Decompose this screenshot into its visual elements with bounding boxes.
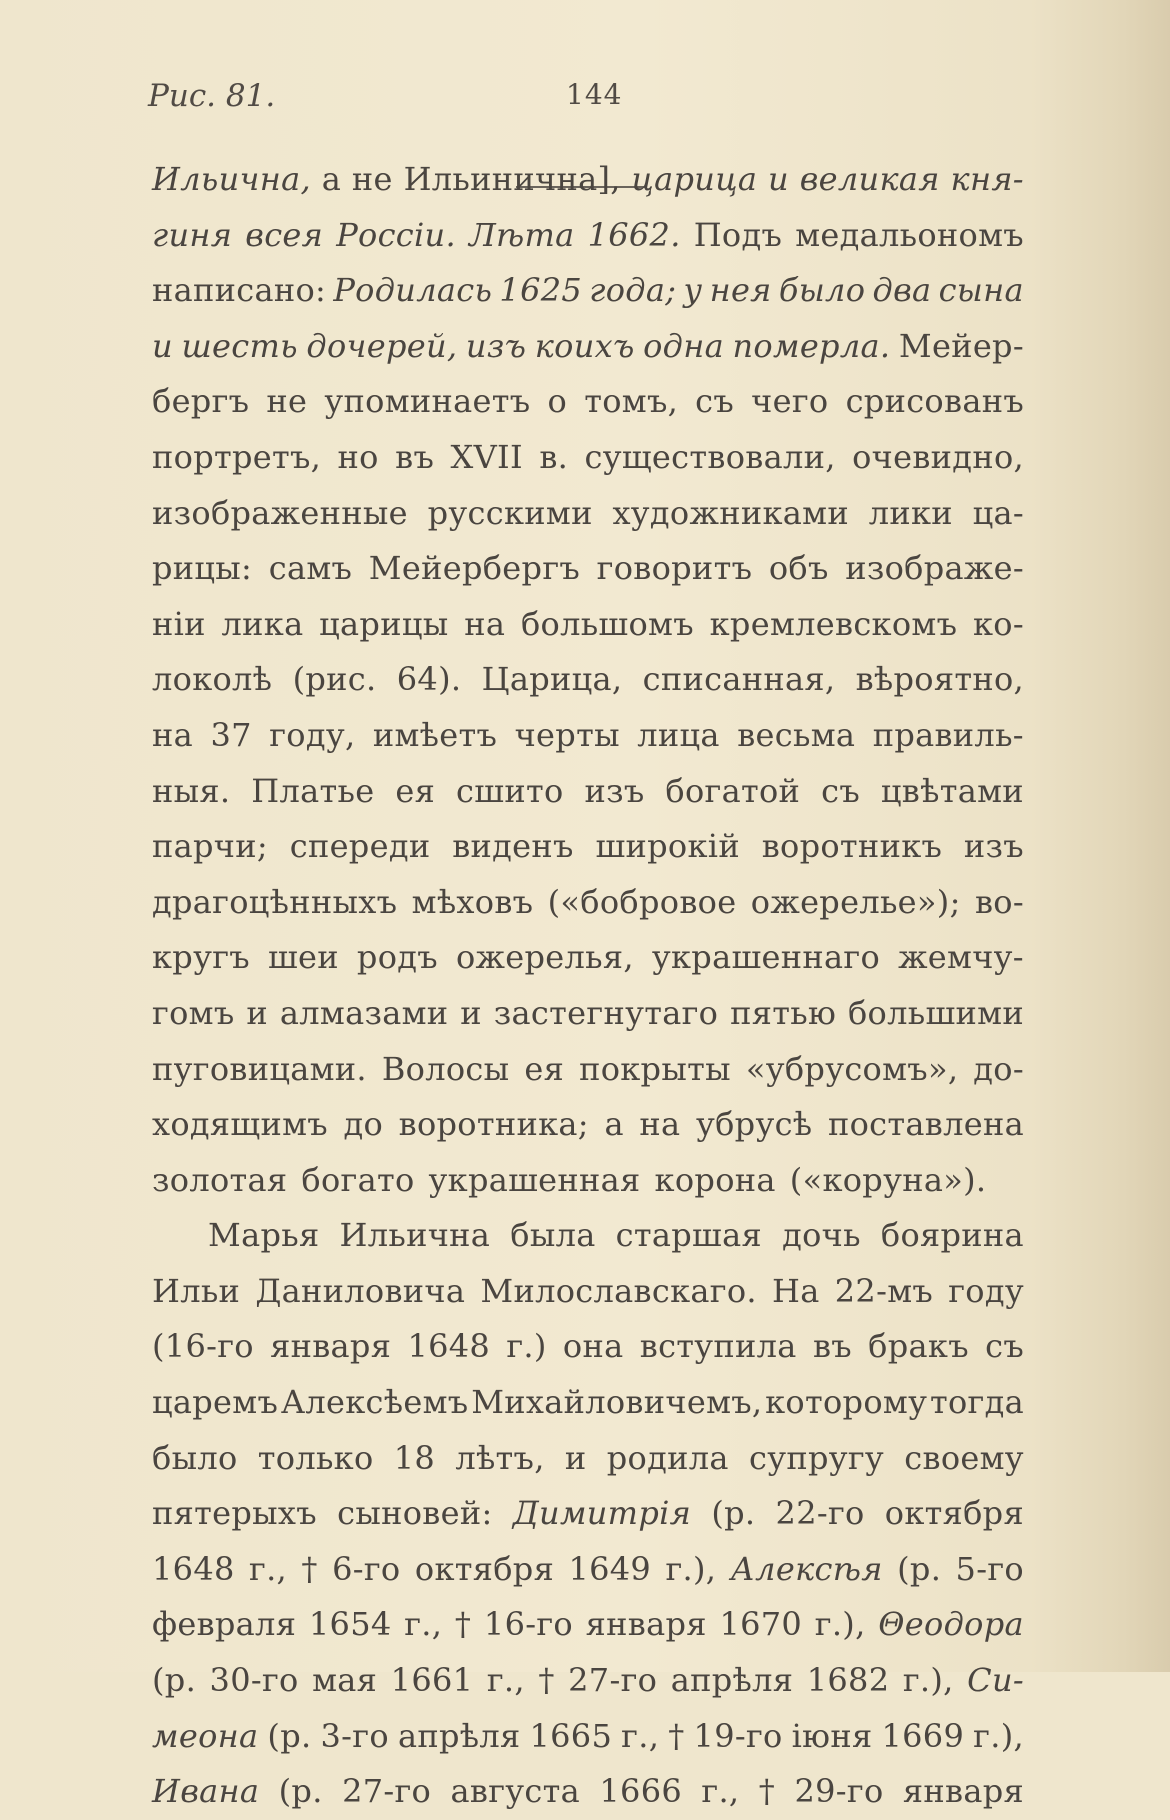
word: году [948, 1271, 1024, 1310]
word: украшеннаго [651, 938, 881, 977]
word: богато [301, 1160, 415, 1199]
word: медальономъ [795, 215, 1024, 254]
word: и [564, 1438, 587, 1477]
word: была [510, 1216, 596, 1255]
word: воротника; [398, 1105, 589, 1144]
body-text [152, 152, 1024, 1820]
word: изображенные [152, 493, 408, 532]
word: кремлевскомъ [709, 604, 958, 643]
word: весьма [737, 715, 856, 754]
word: 1662. [587, 215, 681, 254]
word: Си- [967, 1661, 1024, 1700]
text-line [152, 486, 1024, 542]
text-line [152, 430, 1024, 486]
word: 18 [393, 1438, 436, 1477]
word: января [902, 1772, 1024, 1811]
word: (рис. [292, 660, 377, 699]
word: царемъ [152, 1383, 279, 1422]
word: ныя. [152, 771, 231, 810]
word: убрусѣ [695, 1105, 813, 1144]
word: о [547, 382, 568, 421]
word: шеи [267, 938, 339, 977]
word: вступила [639, 1327, 797, 1366]
page-header [148, 78, 1028, 114]
text-line [152, 1709, 1024, 1765]
word: мая [312, 1661, 378, 1700]
word: ея [395, 771, 436, 810]
word: г., [249, 1549, 288, 1588]
word: и [768, 160, 789, 198]
paragraph [152, 1208, 1024, 1820]
word: срисованъ [845, 382, 1024, 421]
word: 5-го [955, 1549, 1024, 1588]
word: но [337, 437, 379, 476]
word: ца- [972, 493, 1024, 532]
text-line [152, 1431, 1024, 1487]
word: чего [751, 382, 829, 421]
word: 1648 [152, 1549, 235, 1588]
word: написано: [152, 271, 327, 310]
word: гомъ [152, 993, 235, 1032]
word: съ [821, 771, 860, 810]
word: 64). [396, 660, 462, 699]
word: ожерелье»); [750, 882, 961, 921]
word: въ [395, 437, 435, 476]
word: (р. [897, 1549, 942, 1588]
word: ходящимъ [152, 1105, 328, 1144]
word: до [343, 1105, 384, 1144]
word: пятью [730, 993, 837, 1032]
word: бракъ [868, 1327, 969, 1366]
word: на [152, 715, 194, 754]
word: г.), [665, 1549, 717, 1588]
word: † [668, 1716, 685, 1755]
word: она [562, 1327, 624, 1366]
text-line [152, 764, 1024, 820]
word: октября [884, 1494, 1024, 1533]
word: покрыты [579, 1049, 731, 1088]
word: которому [765, 1383, 928, 1422]
word: 30-го [209, 1661, 299, 1700]
word: мѣховъ [411, 882, 534, 921]
word: не [351, 160, 393, 198]
word: іюня [791, 1716, 873, 1755]
word: пуговицами. [152, 1049, 367, 1088]
text-line [152, 1208, 1024, 1264]
word: Мейер- [898, 326, 1024, 365]
word: только [257, 1438, 374, 1477]
word: и [152, 326, 173, 365]
word: 1669 [881, 1716, 965, 1755]
word: всея [245, 215, 324, 254]
text-line [152, 1097, 1024, 1153]
word: изображе- [845, 549, 1024, 588]
text-line [152, 597, 1024, 653]
word: Даниловича [255, 1271, 466, 1310]
text-line [152, 819, 1024, 875]
word: † [301, 1549, 318, 1588]
word: апрѣля [670, 1661, 794, 1700]
word: 1665 [529, 1716, 613, 1755]
word: очевидно, [852, 437, 1024, 476]
word: правиль- [872, 715, 1024, 754]
word: Мейербергъ [368, 549, 581, 588]
word: изъ [584, 771, 645, 810]
word: (р. [152, 1661, 197, 1700]
word: цвѣтами [880, 771, 1024, 810]
word: кругъ [152, 938, 250, 977]
text-line [152, 1542, 1024, 1598]
word: царицы [319, 604, 449, 643]
word: дочь [782, 1216, 861, 1255]
word: было [778, 271, 866, 310]
text-line [152, 1764, 1024, 1820]
word: говоритъ [596, 549, 753, 588]
word: Марья [208, 1216, 320, 1255]
word: не [266, 382, 308, 421]
word: г., [621, 1716, 660, 1755]
word: 1649 [568, 1549, 652, 1588]
word: (р. [711, 1494, 756, 1533]
word: Подъ [693, 215, 783, 254]
word: октября [414, 1549, 555, 1588]
text-line [152, 541, 1024, 597]
word: (р. [267, 1716, 312, 1755]
word: дочерей, [306, 326, 458, 365]
word: на [639, 1105, 681, 1144]
word: «убрусомъ», [745, 1049, 959, 1088]
word: воротникъ [761, 827, 943, 866]
word: спереди [289, 827, 431, 866]
word: бергъ [152, 382, 250, 421]
word: съ [985, 1327, 1024, 1366]
word: 1670 [719, 1605, 803, 1644]
word: изъ [963, 827, 1024, 866]
word: меона [152, 1716, 259, 1755]
word: поставлена [827, 1105, 1024, 1144]
word: имѣетъ [372, 715, 498, 754]
word: застегнутаго [493, 993, 719, 1032]
text-line [152, 1264, 1024, 1320]
word: августа [450, 1772, 580, 1811]
word: на [464, 604, 506, 643]
word: боярина [880, 1216, 1024, 1255]
word: † [538, 1661, 555, 1700]
word: («коруна»). [789, 1160, 987, 1199]
word: гиня [152, 215, 233, 254]
word: году, [269, 715, 356, 754]
word: томъ, [584, 382, 679, 421]
word: г.), [973, 1716, 1024, 1755]
word: украшенная [428, 1160, 641, 1199]
word: лица [637, 715, 720, 754]
word: въ [812, 1327, 852, 1366]
word: съ [695, 382, 735, 421]
word: два [872, 271, 932, 310]
text-line [152, 1319, 1024, 1375]
word: Димитрія [512, 1494, 692, 1533]
word: † [454, 1605, 472, 1644]
word: у [683, 271, 703, 310]
word: Ильи [152, 1271, 241, 1310]
word: 19-го [693, 1716, 783, 1755]
word: 1666 [599, 1772, 683, 1811]
text-line [152, 1042, 1024, 1098]
word: января [585, 1605, 707, 1644]
word: («бобровое [547, 882, 737, 921]
word: объ [768, 549, 829, 588]
word: Θеодора [878, 1605, 1024, 1644]
word: ожерелья, [455, 938, 634, 977]
text-line [152, 208, 1024, 264]
text-line [152, 374, 1024, 430]
text-line [152, 652, 1024, 708]
word: лика [221, 604, 304, 643]
word: 27-го [568, 1661, 658, 1700]
word: во- [974, 882, 1024, 921]
text-line [152, 319, 1024, 375]
word: Царица, [481, 660, 623, 699]
word: 1682 [806, 1661, 890, 1700]
word: 22-мъ [834, 1271, 934, 1310]
word: (16-го [152, 1327, 254, 1366]
text-line [152, 930, 1024, 986]
text-line [152, 1375, 1024, 1431]
word: парчи; [152, 827, 268, 866]
word: Лѣта [468, 215, 575, 254]
word: списанная, [642, 660, 836, 699]
word: февраля [152, 1605, 297, 1644]
word: одна [643, 326, 724, 365]
text-line [152, 1597, 1024, 1653]
word: а [604, 1105, 624, 1144]
word: 37 [210, 715, 252, 754]
word: изъ [465, 326, 527, 365]
word: корона [654, 1160, 776, 1199]
word: г.), [814, 1605, 866, 1644]
word: черты [514, 715, 620, 754]
word: г.) [506, 1327, 547, 1366]
word: самъ [268, 549, 353, 588]
word: нея [709, 271, 772, 310]
word: Родилась [333, 271, 493, 310]
text-line [152, 263, 1024, 319]
text-line [152, 152, 1024, 208]
word: в. [539, 437, 569, 476]
paragraph [152, 152, 1024, 1208]
word: г., [701, 1772, 740, 1811]
word: сшито [456, 771, 564, 810]
word: (р. [278, 1772, 323, 1811]
word: золотая [152, 1160, 288, 1199]
word: ея [524, 1049, 565, 1088]
word: вѣроятно, [855, 660, 1024, 699]
word: Алексѣя [730, 1549, 883, 1588]
page-number: 144 [566, 78, 623, 111]
word: лѣтъ, [455, 1438, 545, 1477]
word: и [460, 993, 482, 1032]
word: Ивана [152, 1772, 260, 1811]
word: Милославскаго. [480, 1271, 757, 1310]
word: широкій [595, 827, 740, 866]
word: своему [904, 1438, 1024, 1477]
word: великая [799, 160, 940, 198]
word: царица [631, 160, 758, 198]
word: XVII [450, 437, 523, 476]
text-line [152, 1486, 1024, 1542]
word: до- [973, 1049, 1024, 1088]
word: русскими [427, 493, 593, 532]
word: померла. [732, 326, 891, 365]
word: пятерыхъ [152, 1494, 317, 1533]
word: Михайловичемъ, [471, 1383, 763, 1422]
word: ко- [972, 604, 1024, 643]
word: а [321, 160, 342, 198]
word: рицы: [152, 549, 253, 588]
word: родила [606, 1438, 729, 1477]
word: 3-го [320, 1716, 389, 1755]
word: г., [486, 1661, 525, 1700]
word: коихъ [534, 326, 635, 365]
word: алмазами [279, 993, 449, 1032]
word: жемчу- [898, 938, 1024, 977]
text-line [152, 875, 1024, 931]
word: † [758, 1772, 776, 1811]
word: 6-го [332, 1549, 401, 1588]
word: 1661 [390, 1661, 474, 1700]
word: сына [938, 271, 1024, 310]
word: виденъ [452, 827, 574, 866]
word: 29-го [794, 1772, 884, 1811]
word: драгоцѣнныхъ [152, 882, 398, 921]
word: большомъ [520, 604, 694, 643]
word: Россіи. [336, 215, 456, 254]
word: Ильична, [152, 160, 311, 198]
word: существовали, [584, 437, 836, 476]
word: упоминаетъ [324, 382, 531, 421]
word: Ильична [339, 1216, 491, 1255]
word: Платье [251, 771, 375, 810]
word: кня- [950, 160, 1024, 198]
word: старшая [615, 1216, 762, 1255]
word: 22-го [775, 1494, 865, 1533]
word: 1625 [499, 271, 583, 310]
word: было [152, 1438, 238, 1477]
word: портретъ, [152, 437, 322, 476]
word: большими [847, 993, 1024, 1032]
word: января [270, 1327, 392, 1366]
word: локолѣ [152, 660, 273, 699]
word: и [246, 993, 268, 1032]
word: богатой [665, 771, 801, 810]
text-line [152, 986, 1024, 1042]
text-line [152, 708, 1024, 764]
word: родъ [356, 938, 438, 977]
word: 16-го [483, 1605, 573, 1644]
word: тогда [929, 1383, 1024, 1422]
word: 1654 [308, 1605, 392, 1644]
word: г.), [902, 1661, 954, 1700]
word: художниками [612, 493, 849, 532]
word: Ильинична], [403, 160, 621, 198]
word: апрѣля [397, 1716, 521, 1755]
word: года; [589, 271, 677, 310]
text-line [152, 1153, 1024, 1209]
text-line [152, 1653, 1024, 1709]
word: лики [868, 493, 953, 532]
word: 1648 [407, 1327, 491, 1366]
word: Алексѣемъ [280, 1383, 469, 1422]
word: 27-го [342, 1772, 432, 1811]
word: ніи [152, 604, 206, 643]
word: сыновей: [337, 1494, 493, 1533]
word: г., [404, 1605, 443, 1644]
word: супругу [748, 1438, 885, 1477]
word: На [772, 1271, 820, 1310]
word: Волосы [381, 1049, 510, 1088]
figure-reference: Рис. 81. [148, 78, 276, 114]
word: шесть [181, 326, 298, 365]
